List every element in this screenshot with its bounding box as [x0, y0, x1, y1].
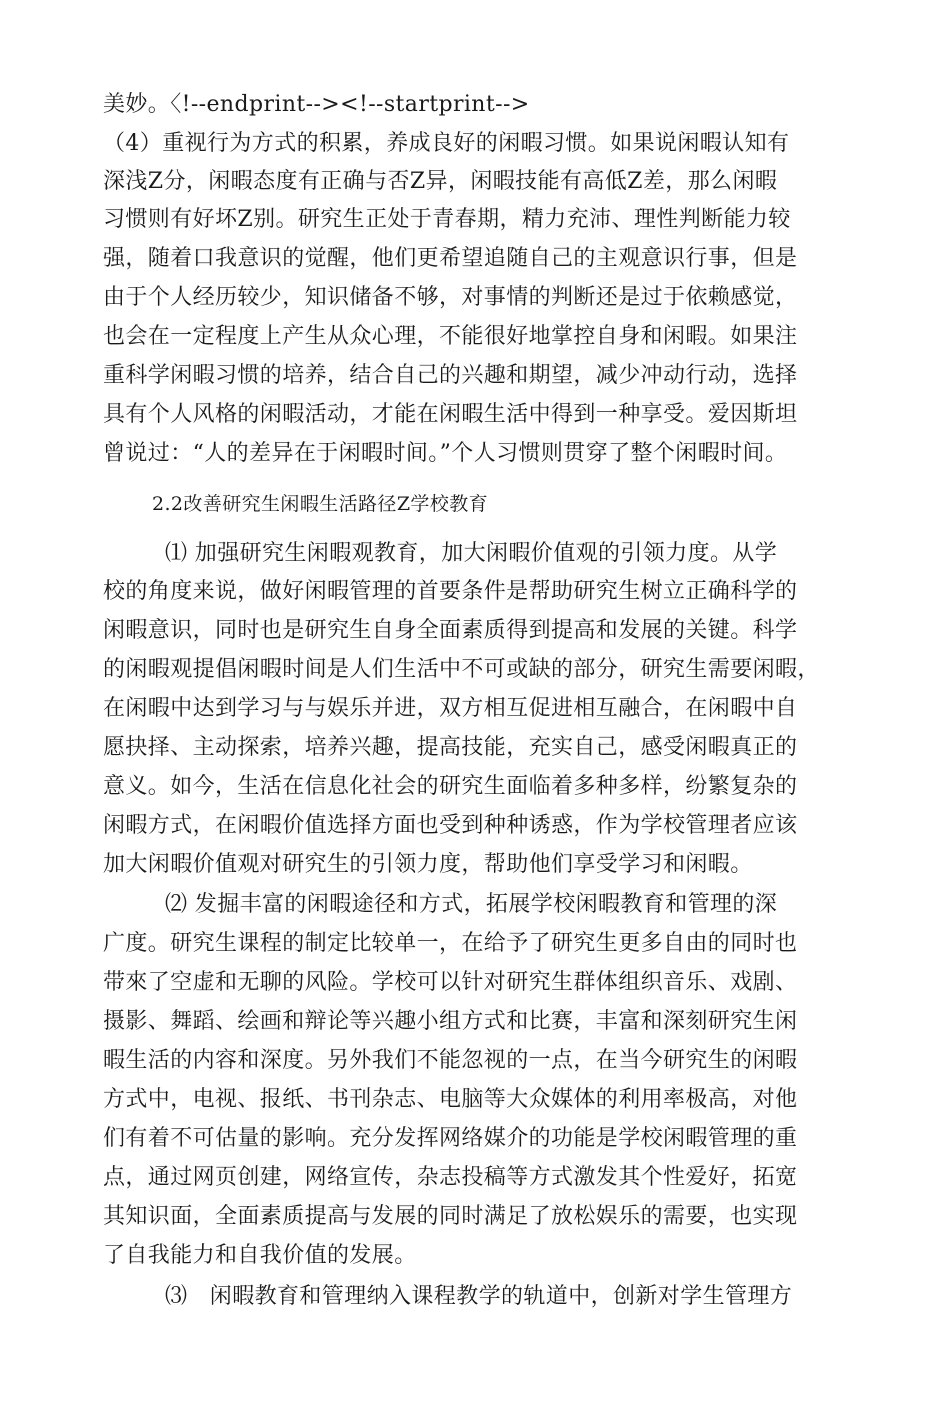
- para-s1-line-3: 闲暇意识，同时也是研究生自身全面素质得到提高和发展的关键。科学: [103, 618, 798, 643]
- para4-line-8: 具有个人风格的闲暇活动，才能在闲暇生活中得到一种享受。爱因斯坦: [103, 402, 798, 427]
- para4-line-5: 由于个人经历较少，知识储备不够，对事情的判断还是过于依赖感觉，: [103, 285, 798, 310]
- para4-line-9: 曾说过：“人的差异在于闲暇时间。”个人习惯则贯穿了整个闲暇时间。: [103, 441, 788, 466]
- para-s2-line-9: 其知识面，全面素质提高与发展的同时满足了放松娱乐的需要，也实现: [103, 1204, 798, 1229]
- para-s1-line-5: 在闲暇中达到学习与与娱乐并进，双方相互促进相互融合，在闲暇中自: [103, 696, 798, 721]
- para-s2-line-6: 方式中，电视、报纸、书刊杂志、电脑等大众媒体的利用率极高，对他: [103, 1087, 798, 1112]
- para-s3-line-1: ⑶ 闲暇教育和管理纳入课程教学的轨道中，创新对学生管理方: [165, 1284, 793, 1309]
- para4-line-7: 重科学闲暇习惯的培养，结合自己的兴趣和期望，减少冲动行动，选择: [103, 363, 798, 388]
- para-s2-line-4: 摄影、舞蹈、绘画和辩论等兴趣小组方式和比赛，丰富和深刻研究生闲: [103, 1009, 798, 1034]
- para4-line-3: 习惯则有好坏Z别。研究生正处于青春期，精力充沛、理性判断能力较: [103, 207, 791, 232]
- para-s1-line-8: 闲暇方式，在闲暇价值选择方面也受到种种诱惑，作为学校管理者应该: [103, 813, 798, 838]
- para-s1-line-6: 愿抉择、主动探索，培养兴趣，提高技能，充实自己，感受闲暇真正的: [103, 735, 798, 760]
- para-s2-line-3: 带來了空虚和无聊的风险。学校可以针对研究生群体组织音乐、戏剧、: [103, 970, 798, 995]
- intro-line: 美妙。〈!--endprint--><!--startprint-->: [103, 92, 530, 117]
- para4-line-6: 也会在一定程度上产生从众心理，不能很好地掌控自身和闲暇。如果注: [103, 324, 798, 349]
- para-s2-line-2: 广度。研究生课程的制定比较单一，在给予了研究生更多自由的同时也: [103, 931, 798, 956]
- section-heading: 2.2改善研究生闲暇生活路径Z学校教育: [152, 493, 489, 515]
- para-s2-line-10: 了自我能力和自我价值的发展。: [103, 1243, 417, 1268]
- para-s1-line-7: 意义。如今，生活在信息化社会的研究生面临着多种多样，纷繁复杂的: [103, 774, 798, 799]
- para-s1-line-4: 的闲暇观提倡闲暇时间是人们生活中不可或缺的部分，研究生需要闲暇，: [103, 657, 820, 682]
- para4-line-4: 强，随着口我意识的觉醒，他们更希望追随自己的主观意识行事，但是: [103, 246, 798, 271]
- para-s2-line-1: ⑵ 发掘丰富的闲暇途径和方式，拓展学校闲暇教育和管理的深: [165, 892, 778, 917]
- para-s2-line-8: 点，通过网页创建，网络宣传，杂志投稿等方式激发其个性爱好，拓宽: [103, 1165, 798, 1190]
- para-s1-line-1: ⑴ 加强研究生闲暇观教育，加大闲暇价值观的引领力度。从学: [165, 541, 778, 566]
- para-s2-line-5: 暇生活的内容和深度。另外我们不能忽视的一点，在当今研究生的闲暇: [103, 1048, 798, 1073]
- para4-line-2: 深浅Z分，闲暇态度有正确与否Z异，闲暇技能有高低Z差，那么闲暇: [103, 169, 778, 194]
- para4-line-1: （4）重视行为方式的积累，养成良好的闲暇习惯。如果说闲暇认知有: [103, 131, 790, 156]
- para-s2-line-7: 们有着不可估量的影响。充分发挥网络媒介的功能是学校闲暇管理的重: [103, 1126, 798, 1151]
- para-s1-line-2: 校的角度来说，做好闲暇管理的首要条件是帮助研究生树立正确科学的: [103, 579, 798, 604]
- para-s1-line-9: 加大闲暇价值观对研究生的引领力度，帮助他们享受学习和闲暇。: [103, 852, 753, 877]
